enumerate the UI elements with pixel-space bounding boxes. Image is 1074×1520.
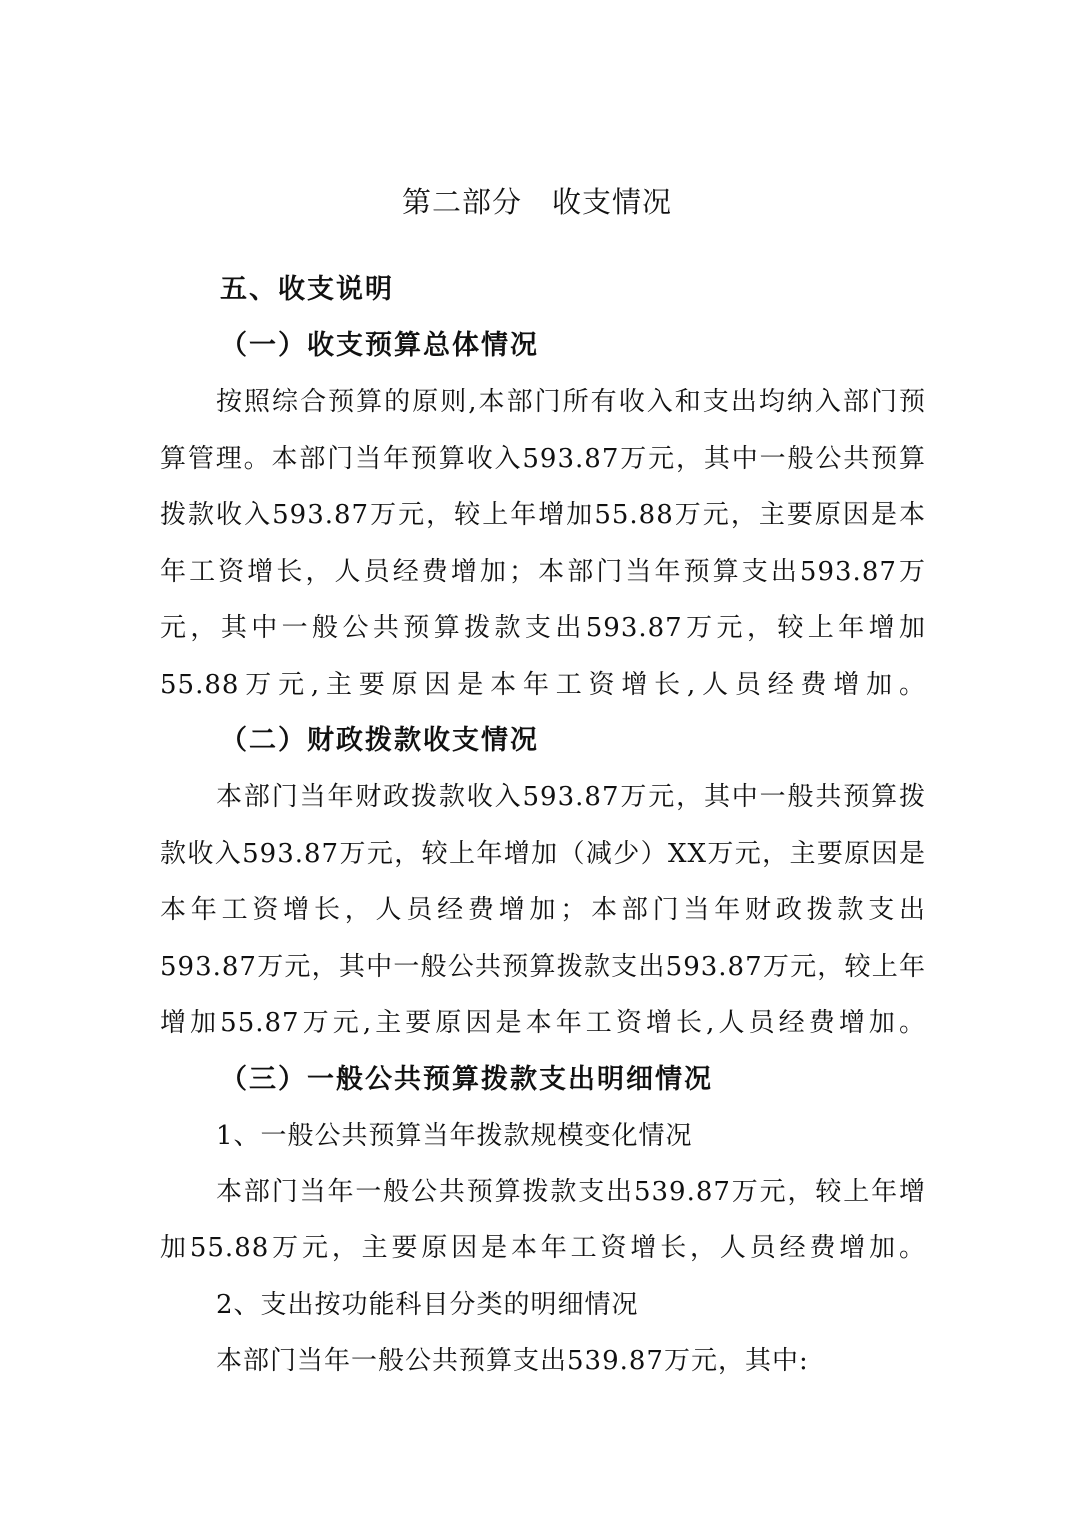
subsection-2-heading: （二）财政拨款收支情况 xyxy=(220,725,539,756)
subsection-2-paragraph: 本部门当年财政拨款收入593.87万元，其中一般共预算拨款收入593.87万元，较上年增加（减少）XX万元，主要原因是本年工资增长，人员经费增加；本部门当年财政拨款支出593.87万元，其中一般公共预算拨款支出593.87万元，较上年增加55.87万元,主要原因是本年工资增长,人员经费增加。 xyxy=(160,782,926,1038)
item-2-paragraph: 本部门当年一般公共预算支出539.87万元，其中: xyxy=(216,1345,809,1376)
part-title: 第二部分 收支情况 xyxy=(401,185,672,219)
item-2-title: 2、支出按功能科目分类的明细情况 xyxy=(216,1289,639,1320)
subsection-3-heading: （三）一般公共预算拨款支出明细情况 xyxy=(220,1063,713,1095)
item-1-title: 1、一般公共预算当年拨款规模变化情况 xyxy=(216,1120,693,1151)
subsection-1-paragraph: 按照综合预算的原则,本部门所有收入和支出均纳入部门预算管理。本部门当年预算收入593.87万元，其中一般公共预算拨款收入593.87万元，较上年增加55.88万元，主要原因是本年工资增长，人员经费增加；本部门当年预算支出593.87万元，其中一般公共预算拨款支出593.87万元，较上年增加55.88万元,主要原因是本年工资增长,人员经费增加。 xyxy=(160,387,926,700)
document-body xyxy=(160,262,926,1389)
item-1-paragraph: 本部门当年一般公共预算拨款支出539.87万元，较上年增加55.88万元，主要原因是本年工资增长，人员经费增加。 xyxy=(160,1176,926,1263)
subsection-1-heading: （一）收支预算总体情况 xyxy=(220,330,539,361)
section-heading: 五、收支说明 xyxy=(220,274,394,305)
